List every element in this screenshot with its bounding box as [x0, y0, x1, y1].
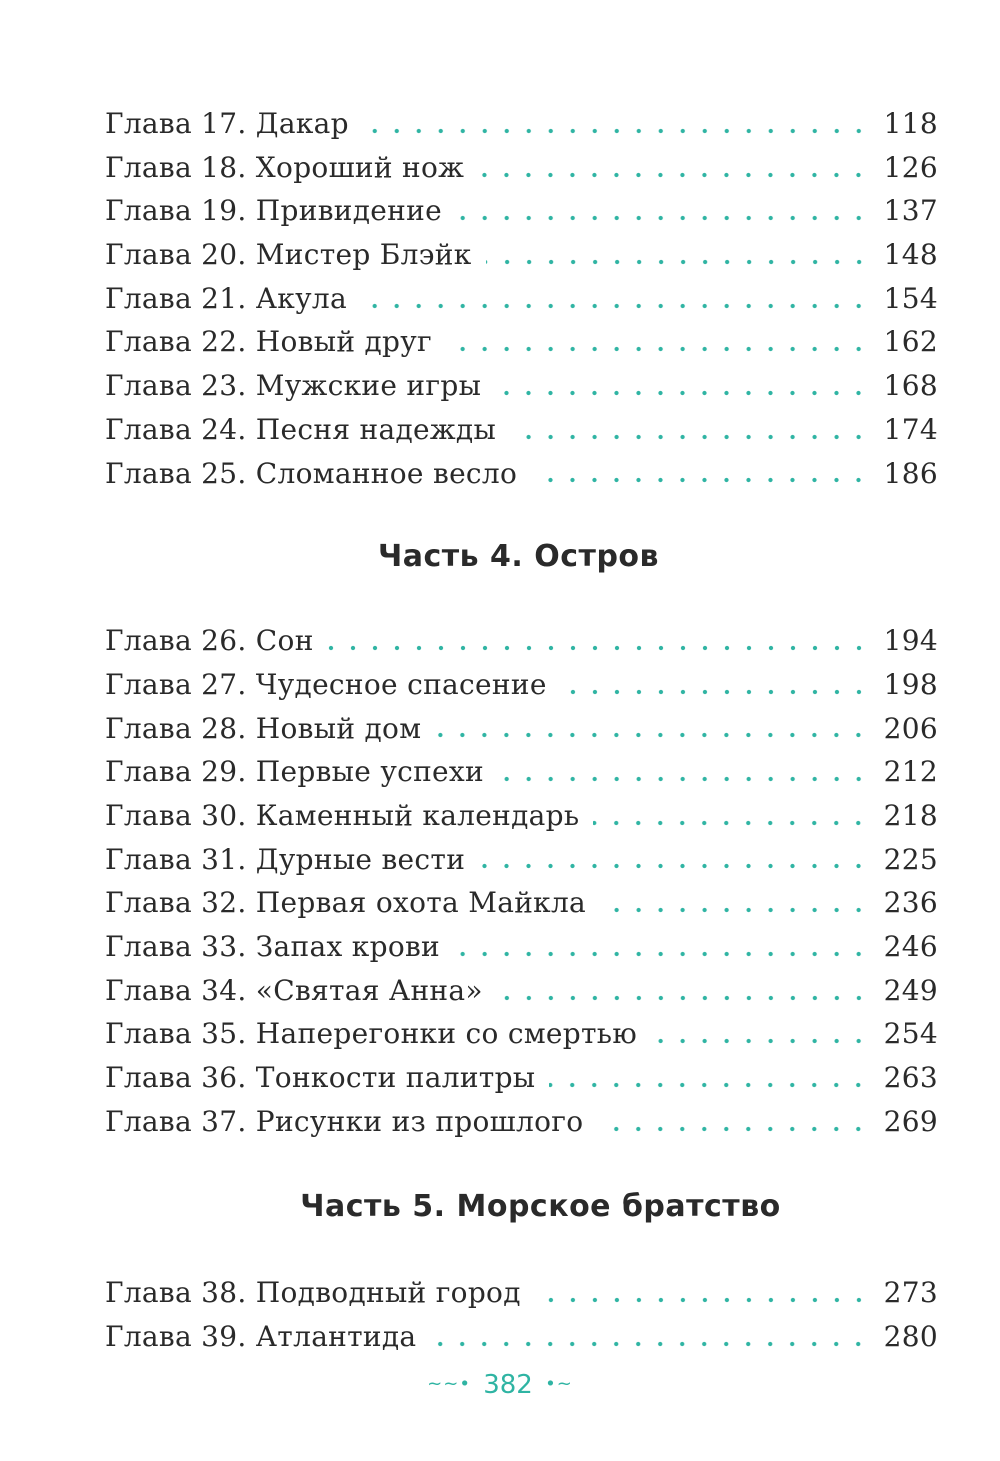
dot-leader — [456, 215, 870, 221]
toc-entry[interactable] — [105, 663, 938, 707]
page-number: 137 — [883, 194, 938, 228]
chapter-title: Глава 27. Чудесное спасение — [105, 667, 547, 701]
toc-entry[interactable] — [105, 102, 938, 146]
page-number: 206 — [883, 711, 938, 745]
chapter-title: Глава 30. Каменный календарь — [105, 798, 580, 832]
table-of-contents — [105, 102, 938, 1359]
dot-leader — [454, 951, 870, 957]
dot-leader — [561, 689, 870, 695]
toc-entry[interactable] — [105, 277, 938, 321]
toc-entry[interactable] — [105, 1271, 938, 1315]
toc-entry[interactable] — [105, 146, 938, 190]
part-heading[interactable]: Часть 5. Морское братство — [300, 1189, 781, 1225]
chapter-title: Глава 29. Первые успехи — [105, 755, 484, 789]
chapter-title: Глава 17. Дакар — [105, 107, 349, 140]
toc-entry[interactable] — [105, 233, 938, 277]
chapter-title: Глава 20. Мистер Блэйк — [105, 238, 472, 272]
dot-leader — [435, 732, 869, 738]
page-number: 218 — [883, 798, 938, 832]
page-number: 225 — [883, 842, 938, 876]
dot-leader — [478, 172, 869, 178]
page-number: 186 — [883, 456, 938, 490]
dot-leader — [430, 1341, 869, 1347]
chapter-title: Глава 22. Новый друг — [105, 325, 433, 359]
wave-ornament-right-icon: •~ — [545, 1373, 573, 1395]
toc-entry[interactable] — [105, 750, 938, 794]
toc-entry[interactable] — [105, 619, 938, 663]
toc-entry[interactable] — [105, 452, 938, 496]
page-number: 273 — [883, 1276, 938, 1310]
toc-group-part-5 — [105, 1143, 938, 1358]
dot-leader — [498, 776, 870, 782]
toc-entry[interactable] — [105, 408, 938, 452]
chapter-title: Глава 33. Запах крови — [105, 930, 440, 963]
toc-entry[interactable] — [105, 838, 938, 882]
page-number: 126 — [883, 150, 938, 184]
toc-group-part-4 — [105, 495, 938, 1143]
dot-leader — [600, 907, 870, 913]
toc-entry[interactable] — [105, 1100, 938, 1144]
wave-ornament-left-icon: ~~• — [427, 1373, 471, 1395]
toc-entry[interactable] — [105, 1315, 938, 1359]
chapter-title: Глава 34. «Святая Анна» — [105, 973, 483, 1007]
chapter-title: Глава 21. Акула — [105, 281, 347, 315]
chapter-title: Глава 25. Сломанное весло — [105, 456, 518, 490]
chapter-title: Глава 38. Подводный город — [105, 1276, 521, 1310]
chapter-title: Глава 28. Новый дом — [105, 711, 422, 745]
dot-leader — [497, 995, 870, 1001]
dot-leader — [549, 1082, 869, 1088]
chapter-title: Глава 26. Сон — [105, 624, 314, 658]
toc-entry[interactable] — [105, 969, 938, 1013]
toc-entry[interactable] — [105, 364, 938, 408]
dot-leader — [486, 259, 870, 265]
dot-leader — [446, 346, 870, 352]
dot-leader — [535, 1297, 870, 1303]
page-number: 249 — [883, 973, 938, 1007]
dot-leader — [597, 1126, 869, 1132]
dot-leader — [479, 863, 870, 869]
dot-leader — [495, 390, 869, 396]
chapter-title: Глава 19. Привидение — [105, 194, 442, 228]
page-footer — [0, 1366, 1000, 1403]
toc-entry[interactable] — [105, 881, 938, 925]
toc-entry[interactable] — [105, 189, 938, 233]
chapter-title: Глава 37. Рисунки из прошлого — [105, 1104, 584, 1138]
toc-entry[interactable] — [105, 1012, 938, 1056]
dot-leader — [651, 1038, 870, 1044]
page-number: 269 — [883, 1104, 938, 1138]
page-number: 198 — [883, 667, 938, 701]
page-number: 280 — [883, 1320, 938, 1354]
page-number: 162 — [883, 325, 938, 359]
chapter-title: Глава 39. Атлантида — [105, 1320, 417, 1354]
page-number: 148 — [883, 238, 938, 272]
page-number: 194 — [883, 624, 938, 658]
chapter-title: Глава 31. Дурные вести — [105, 842, 466, 876]
part-heading[interactable]: Часть 4. Остров — [377, 539, 660, 575]
folio-page-number: 382 — [483, 1369, 533, 1400]
chapter-title: Глава 35. Наперегонки со смертью — [105, 1017, 638, 1051]
page-number: 168 — [883, 369, 938, 403]
dot-leader — [593, 820, 869, 826]
page-number: 263 — [883, 1061, 938, 1095]
toc-entry[interactable] — [105, 1056, 938, 1100]
page-number: 154 — [883, 281, 938, 315]
dot-leader — [328, 645, 870, 651]
toc-entry[interactable] — [105, 707, 938, 751]
chapter-title: Глава 18. Хороший нож — [105, 150, 465, 184]
chapter-title: Глава 24. Песня надежды — [105, 412, 497, 446]
dot-leader — [531, 477, 869, 483]
chapter-title: Глава 23. Мужские игры — [105, 369, 482, 403]
dot-leader — [510, 434, 870, 440]
toc-entry[interactable] — [105, 925, 938, 969]
chapter-title: Глава 36. Тонкости палитры — [105, 1061, 536, 1095]
toc-entry[interactable] — [105, 320, 938, 364]
page-number: 236 — [883, 886, 938, 920]
page-number: 246 — [883, 930, 938, 963]
page-number: 212 — [883, 755, 938, 789]
dot-leader — [363, 128, 870, 134]
chapter-title: Глава 32. Первая охота Майкла — [105, 886, 587, 920]
toc-entry[interactable] — [105, 794, 938, 838]
dot-leader — [361, 303, 870, 309]
page-number: 118 — [883, 107, 938, 140]
toc-group-part-3-continued — [105, 102, 938, 495]
page-number: 174 — [883, 412, 938, 446]
page-number: 254 — [883, 1017, 938, 1051]
